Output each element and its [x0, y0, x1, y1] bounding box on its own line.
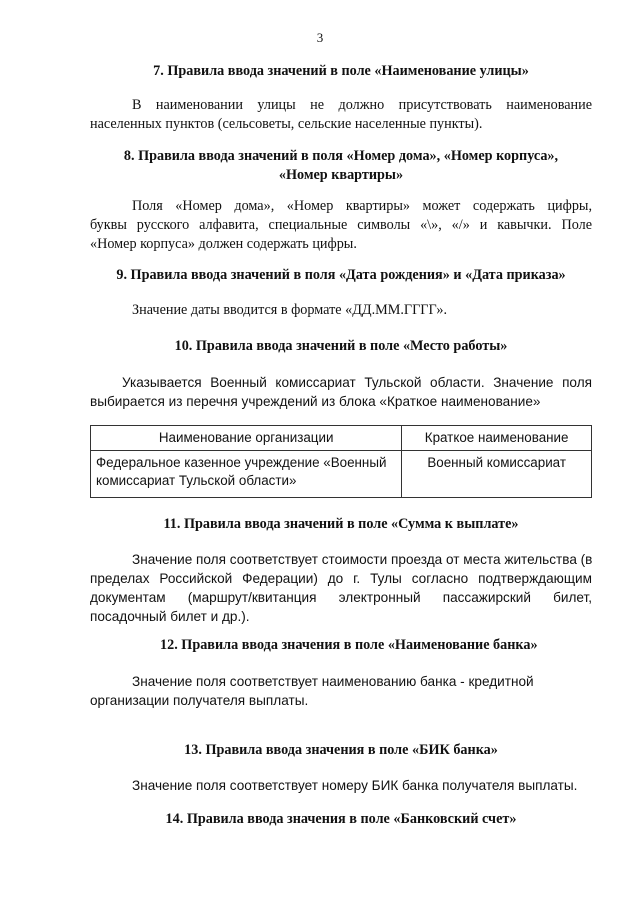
table-cell-org-name — [91, 451, 402, 498]
text-line: выбирается из перечня учреждений из блока «Краткое наименование» — [90, 394, 541, 409]
cell-line: комиссариат Тульской области» — [96, 473, 297, 488]
section-13-heading: 13. Правила ввода значения в поле «БИК банка» — [184, 742, 498, 758]
section-11-paragraph — [90, 550, 592, 626]
text-line: документам (маршрут/квитанция электронный пассажирский билет, — [90, 590, 592, 605]
section-7-heading: 7. Правила ввода значений в поле «Наименование улицы» — [153, 63, 529, 79]
text-line: «Номер корпуса» должен содержать цифры. — [90, 236, 357, 252]
cell-line: Федеральное казенное учреждение «Военный — [96, 455, 387, 470]
section-12-heading: 12. Правила ввода значения в поле «Наименование банка» — [160, 637, 538, 653]
column-header-short-name: Краткое наименование — [402, 426, 592, 451]
heading-line: 8. Правила ввода значений в поля «Номер дома», «Номер корпуса», — [123, 148, 559, 164]
text-line: пределах Российской Федерации) до г. Тулы согласно подтверждающим — [90, 571, 592, 586]
column-header-org-name: Наименование организации — [91, 426, 402, 451]
heading-line: «Номер квартиры» — [278, 167, 404, 183]
section-8-heading — [90, 147, 592, 185]
section-8-paragraph — [90, 197, 592, 254]
text-line: Значение поля соответствует наименованию банка - кредитной — [132, 674, 534, 689]
text-line: посадочный билет и др.). — [90, 609, 250, 624]
section-11-heading: 11. Правила ввода значений в поле «Сумма к выплате» — [163, 516, 519, 532]
section-10-heading: 10. Правила ввода значений в поле «Место работы» — [174, 338, 508, 354]
section-9-paragraph: Значение даты вводится в формате «ДД.ММ.ГГГГ». — [132, 302, 447, 318]
table-cell-short-name: Военный комиссариат — [402, 451, 592, 498]
section-12-paragraph — [90, 672, 592, 710]
section-9-heading: 9. Правила ввода значений в поля «Дата рождения» и «Дата приказа» — [116, 267, 566, 283]
text-line: населенных пунктов (сельсоветы, сельские населенные пункты). — [90, 116, 483, 132]
section-10-paragraph — [90, 373, 592, 411]
section-13-paragraph: Значение поля соответствует номеру БИК банка получателя выплаты. — [132, 778, 578, 793]
text-line: Поля «Номер дома», «Номер квартиры» может содержать цифры, — [132, 198, 592, 214]
table-header-row — [91, 426, 592, 451]
section-7-paragraph — [90, 96, 592, 134]
text-line: В наименовании улицы не должно присутствовать наименование — [132, 97, 592, 113]
organization-table — [90, 425, 592, 498]
text-line: Значение поля соответствует стоимости проезда от места жительства (в — [132, 552, 593, 567]
text-line: Указывается Военный комиссариат Тульской области. Значение поля — [122, 375, 592, 390]
section-14-heading: 14. Правила ввода значения в поле «Банковский счет» — [165, 811, 517, 827]
text-line: буквы русского алфавита, специальные символы «\», «/» и кавычки. Поле — [90, 217, 592, 233]
table-row — [91, 451, 592, 498]
page-number: 3 — [316, 30, 324, 45]
text-line: организации получателя выплаты. — [90, 693, 309, 708]
